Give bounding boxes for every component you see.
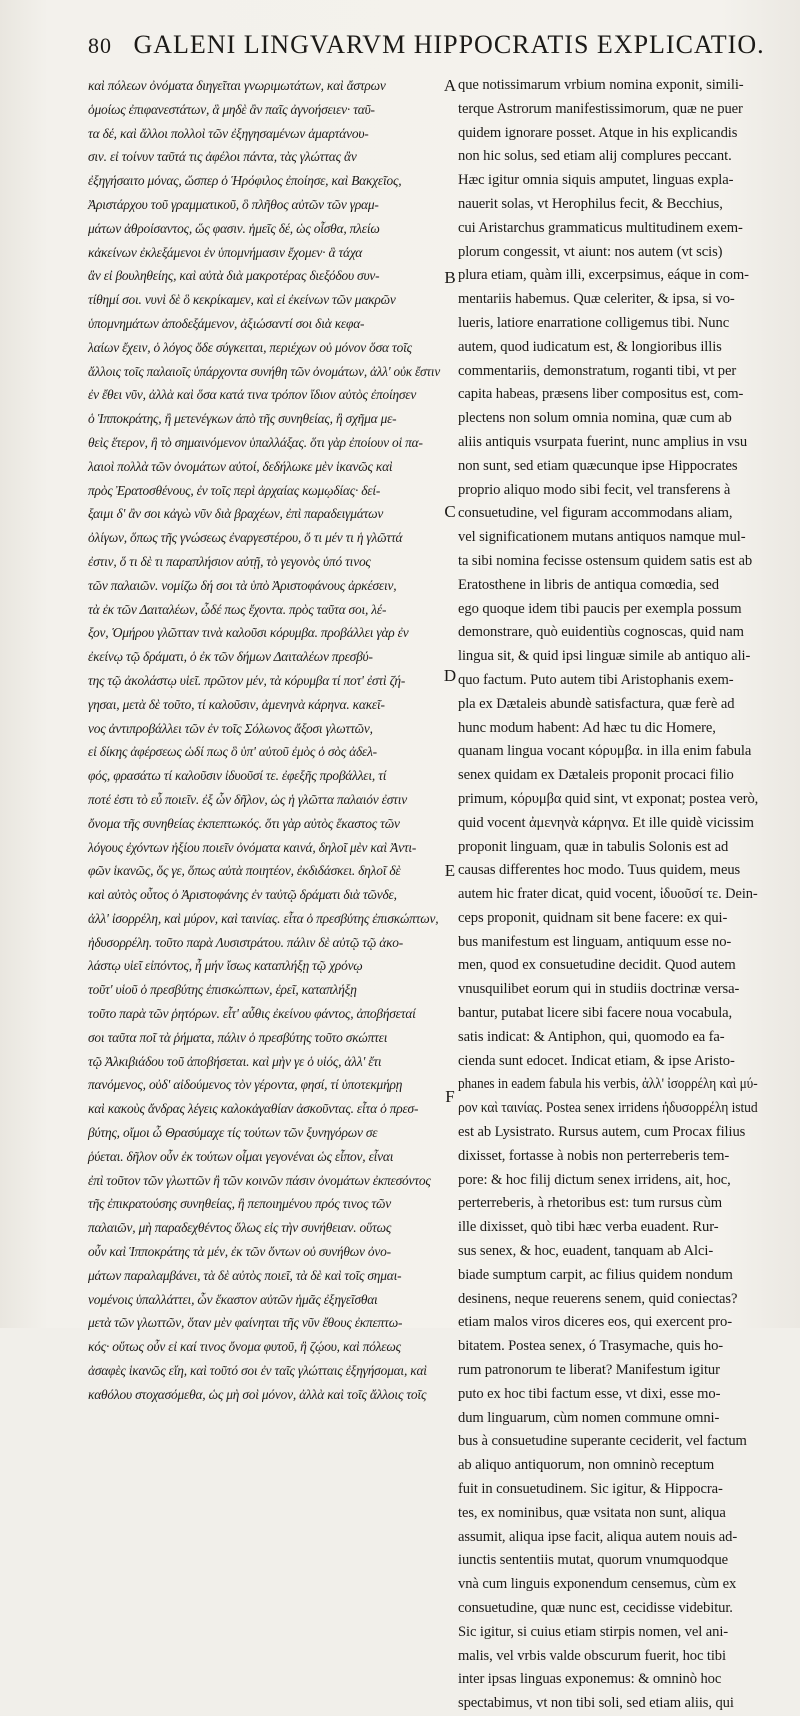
greek-text-line: ἀλλ' ἰσορρέλη, καὶ μύρον, καὶ ταινίας. εἶτα ὁ πρεσβύτης ἐπισκώπτων, <box>88 910 439 926</box>
greek-text-line: νος ἀντιπροβάλλει τῶν ἐν τοῖς Σόλωνος ἄξοσι γλωττῶν, <box>88 720 373 736</box>
greek-text-line: ξον, Ὁμήρου γλῶτταν τινὰ καλοῦσι κόρυμβα. προβάλλει γὰρ ἐν <box>88 625 409 641</box>
latin-text-line: Sic igitur, si cuius etiam stirpis nomen, vel ani- <box>458 1623 729 1640</box>
margin-letter-a: A <box>443 76 457 95</box>
greek-text-line: ξαιμι δ' ἂν σοι κἀγὼ νῦν διὰ βραχέων, ἐπὶ παραδειγμάτων <box>88 506 384 522</box>
greek-text-line: οὖν καὶ Ἱπποκράτης τὰ μέν, ἐκ τῶν ὄντων οὐ συνήθων ὀνο- <box>88 1244 391 1260</box>
greek-text-line: σιν. εἰ τοίνυν ταῦτά τις ἀφέλοι πάντα, τὰς γλώττας ἂν <box>88 149 357 165</box>
greek-text-line: καὶ κακοὺς ἄνδρας λέγεις καλοκἀγαθίαν ἀσκοῦντας. εἶτα ὁ πρεσ- <box>88 1101 419 1117</box>
greek-text-line: πανόμενος, οὐδ' αἰδούμενος τὸν γέροντα, φησί, τί ὑποτεκμήρῃ <box>88 1077 403 1093</box>
greek-text-line: της τῷ ἀκολάστῳ υἱεῖ. πρῶτον μέν, τὰ κόρυμβα τί ποτ' ἐστὶ ζή- <box>88 672 406 688</box>
greek-text-line: ἄλλοις τοῖς παλαιοῖς ὑπάρχοντα συνήθη τῶν ὀνομάτων, ἀλλ' οὐκ ἔστιν <box>88 363 441 379</box>
margin-letter-f: F <box>445 1087 455 1106</box>
latin-text-line: ta sibi nomina fecisse ostensum quidem satis est ab <box>458 552 753 569</box>
latin-text-line: cui Aristarchus grammaticus multitudinem exem- <box>458 219 743 236</box>
latin-text-line: demonstrare, quò euidentiùs cognoscas, quid nam <box>458 624 744 641</box>
latin-text-line: ego quoque idem tibi paucis per exempla possum <box>458 600 742 617</box>
latin-text-line: ille dixisset, quò tibi hæc verba euadent. Rur- <box>458 1219 719 1236</box>
latin-text-line: que notissimarum vrbium nomina exponit, simili- <box>458 77 744 93</box>
latin-text-line: Hæc igitur omnia siquis amputet, linguas expla- <box>458 172 734 189</box>
greek-text-line: φῶν ἱκανῶς, ὅς γε, ὅπως αὐτὰ ποιητέον, ἐκδιδάσκει. δηλοῖ δὲ <box>88 863 401 879</box>
latin-text-line: bus à consuetudine superante ceciderit, vel factum <box>458 1433 747 1450</box>
greek-text-line: σοι ταῦτα ποῖ τὰ ῥήματα, πάλιν ὁ πρεσβύτης τοῦτο σκώπτει <box>88 1029 388 1045</box>
latin-text-line: senex quidam ex Dætaleis proponit procaci filio <box>458 767 734 784</box>
latin-text-line: ab aliquo antiquorum, non omninò receptum <box>458 1457 715 1474</box>
latin-text-line: consuetudine, quæ nunc est, cecidisse videbitur. <box>458 1600 733 1616</box>
latin-text-line: bitatem. Postea senex, ó Trasymache, quis ho- <box>458 1338 724 1355</box>
margin-letter-c: C <box>444 502 456 521</box>
latin-text-line: bantur, putabat licere sibi facere noua vocabula, <box>458 1005 733 1022</box>
latin-text-line: autem hic frater dicat, quid vocent, ἰδυοῦσί τε. Dein- <box>458 886 758 903</box>
greek-text-line: μάτων παραλαμβάνει, τὰ δὲ αὐτὸς ποιεῖ, τὰ δὲ καὶ τοῖς σημαι- <box>88 1267 402 1283</box>
latin-text-line: vnusquilibet eorum qui in studiis doctrinæ versa- <box>458 981 740 998</box>
latin-text-line: est ab Lysistrato. Rursus autem, cum Procax filius <box>458 1124 746 1141</box>
latin-text-line: vel significationem mutans antiquos namque mul- <box>458 529 746 546</box>
latin-text-line: Eratosthene in libris de antiqua comœdia, sed <box>458 576 719 593</box>
greek-text-line: ὁμοίως ἐπιφανεστάτων, ἃ μηδὲ ἂν παῖς ἀγνοήσειεν· ταῦ- <box>88 101 375 117</box>
latin-text-line: lingua sit, & quid ipsi linguæ simile ab antiquo ali- <box>458 648 751 665</box>
latin-text-line: assumit, aliqua ipse facit, aliqua autem nouis ad- <box>458 1528 738 1545</box>
latin-text-line: non hic solus, sed etiam alij complures peccant. <box>458 148 732 165</box>
latin-text-line: autem, quod iudicatum est, & longioribus illis <box>458 338 722 355</box>
greek-text-line: κός· οὕτως οὖν εἰ καί τινος ὄνομα φυτοῦ, ἢ ζῴου, καὶ πόλεως <box>88 1339 401 1355</box>
latin-text-line: fuit in consuetudinem. Sic igitur, & Hippocra- <box>458 1481 723 1498</box>
page-title: GALENI LINGVARVM HIPPOCRATIS EXPLICATIO. <box>133 30 765 59</box>
margin-letter-d: D <box>443 666 457 685</box>
greek-text-line: ἂν εἰ βουληθείης, καὶ αὐτὰ διὰ μακροτέρας διεξόδου συν- <box>88 268 380 284</box>
greek-text-line: ἐπὶ τοῦτον τῶν γλωττῶν ἢ τῶν κοινῶν πάσιν ὀνομάτων ἐκπεσόντος <box>88 1172 431 1188</box>
greek-text-line: τίθημί σοι. νυνὶ δὲ ὃ κεκρίκαμεν, καὶ εἰ ἐκείνων τῶν μακρῶν <box>88 292 396 308</box>
latin-text-line: quanam lingua vocant κόρυμβα. in illa enim fabula <box>458 743 752 760</box>
greek-text-line: μετὰ τῶν γλωττῶν, ὅταν μὲν φαίνηται τῆς νῦν ἔθους ἐκπεπτω- <box>88 1315 403 1331</box>
latin-text-line: primum, κόρυμβα quid sint, vt exponat; postea verò, <box>458 790 759 807</box>
latin-text-line: proponit linguam, quæ in tabulis Solonis est ad <box>458 838 729 855</box>
latin-text-line: quidem ignorare posset. Atque in his explicandis <box>458 124 738 141</box>
greek-text-line: καὶ πόλεων ὀνόματα διηγεῖται γνωριμωτάτων, καὶ ἄστρων <box>88 78 386 93</box>
greek-column <box>88 74 441 1402</box>
page-number: 80 <box>88 33 112 58</box>
greek-text-line: ὀλίγων, ὅπως τῆς γνώσεως ἐναργεστέρου, ὅ τι μέν τι ἡ γλῶττά <box>88 530 403 546</box>
greek-text-line: γησαι, μετὰ δὲ τοῦτο, τί καλοῦσιν, ἀμενηνὰ κάρηνα. κακεῖ- <box>88 696 385 712</box>
greek-text-line: ποτέ ἐστι τὸ εὖ ποιεῖν. ἐξ ὧν δῆλον, ὡς ἡ γλῶττα παλαιόν ἐστιν <box>88 791 407 807</box>
latin-text-line: aliis antiquis vsurpata fuerint, nunc amplius in vsu <box>458 433 748 450</box>
greek-text-line: ῥύεται. δῆλον οὖν ἐκ τούτων οἶμαι γεγονέναι ὡς εἶπον, εἶναι <box>88 1148 394 1164</box>
greek-text-line: παλαιῶν, μὴ παραδεχθέντος ὅλως εἰς τὴν συνήθειαν. οὕτως <box>88 1220 392 1236</box>
greek-text-line: ἐν ἔθει νῦν, ἀλλὰ καὶ ὅσα κατά τινα τρόπον ἴδιον αὐτὸς ἐποίησεν <box>88 387 417 403</box>
greek-text-line: ἀσαφὲς ἱκανῶς εἴη, καὶ τοῦτό σοι ἐν ταῖς γλώτταις ἐξηγήσομαι, καὶ <box>88 1363 427 1379</box>
latin-text-line: quid vocent ἀμενηνὰ κάρηνα. Et ille quidè vicissim <box>458 814 754 831</box>
greek-text-line: ἐστιν, ὅ τι δὲ τι παραπλήσιον αὐτῇ, τὸ γεγονὸς ὑπό τινος <box>88 553 371 569</box>
latin-text-line: vnà cum linguis exponendum censemus, cùm ex <box>458 1576 737 1593</box>
greek-text-line: ὑπομνημάτων ἀποδεξάμενον, ἀξιώσαντί σοι διὰ κεφα- <box>88 315 365 331</box>
greek-text-line: ἐκείνῳ τῷ δράματι, ὁ ἐκ τῶν δήμων Δαιταλέων πρεσβύ- <box>88 649 373 665</box>
latin-text-line: proprio aliquo modo sibi fecit, vel transferens à <box>458 481 731 498</box>
latin-text-line: iunctis sententiis mutat, quorum vnumquodque <box>458 1552 729 1569</box>
latin-text-line: terque Astrorum manifestissimorum, quæ ne puer <box>458 100 743 117</box>
greek-text-line: ἐξηγήσαιτο μόνας, ὥσπερ ὁ Ἡρόφιλος ἐποίησε, καὶ Βακχεῖος, <box>88 173 402 189</box>
greek-text-line: λαιοὶ πολλὰ τῶν ὀνομάτων αὐτοί, δεδήλωκε μὲν ἱκανῶς καὶ <box>88 458 393 474</box>
margin-letter-b: B <box>444 268 456 287</box>
latin-text-line: inter ipsas linguas exponemus: & omninò hoc <box>458 1671 722 1688</box>
greek-text-line: ἠδυσορρέλη. τοῦτο παρὰ Λυσιστράτου. πάλιν δὲ αὐτῷ τῷ ἀκο- <box>88 934 404 950</box>
greek-text-line: καὶ αὐτὸς οὗτος ὁ Ἀριστοφάνης ἐν ταὐτῷ δράματι διὰ τῶνδε, <box>88 887 397 903</box>
latin-text-line: spectabimus, vt non tibi soli, sed etiam aliis, qui <box>458 1695 734 1712</box>
latin-text-line: dum linguarum, cùm nomen commune omni- <box>458 1409 720 1426</box>
greek-text-line: Ἀριστάρχου τοῦ γραμματικοῦ, ὃ πλῆθος αὐτῶν τῶν γραμ- <box>88 196 379 212</box>
greek-text-line: πρὸς Ἐρατοσθένους, ἐν τοῖς περὶ ἀρχαίας κωμῳδίας· δεί- <box>88 482 381 498</box>
margin-letter-e: E <box>444 861 456 880</box>
latin-text-line: rum patronorum te liberat? Manifestum igitur <box>458 1362 720 1379</box>
latin-text-line: perterreberis, à rhetoribus est: tum rursus cùm <box>458 1195 722 1212</box>
latin-text-line: consuetudine, vel figuram accommodans aliam, <box>458 505 733 522</box>
greek-text-line: τοῦτο παρὰ τῶν ῥητόρων. εἶτ' αὖθις ἐκείνου φάντος, ἀποβήσεταί <box>88 1006 416 1022</box>
latin-column <box>458 74 759 1712</box>
latin-text-line: nauerit solas, vt Herophilus fecit, & Becchius, <box>458 195 723 212</box>
latin-text-line: men, quod ex consuetudine decidit. Quod autem <box>458 957 736 974</box>
latin-text-line: cienda sunt edocet. Indicat etiam, & ipse Aristo- <box>458 1052 735 1069</box>
latin-text-line: puto ex hoc tibi factum esse, vt dixi, esse mo- <box>458 1385 721 1402</box>
latin-text-line: mentariis habemus. Quæ celeriter, & ipsa, si vo- <box>458 291 735 308</box>
greek-text-line: λόγους ἐχόντων ἠξίου ποιεῖν ὀνόματα καινά, δηλοῖ μὲν καὶ Ἀντι- <box>88 839 417 855</box>
latin-text-line: bus manifestum est linguam, antiquum esse no- <box>458 933 732 950</box>
greek-text-line: τῷ Ἀλκιβιάδου τοῦ ἀποβήσεται. καὶ μὴν γε ὁ υἱός, ἀλλ' ἔτι <box>88 1053 382 1069</box>
greek-text-line: τα δέ, καὶ ἄλλοι πολλοὶ τῶν ἐξηγησαμένων ἁμαρτάνου- <box>88 125 369 141</box>
latin-text-line: tes, ex nominibus, quæ vsitata non sunt, aliqua <box>458 1504 726 1521</box>
greek-text-line: τῶν παλαιῶν. νομίζω δή σοι τὰ ὑπὸ Ἀριστοφάνους ἀρκέσειν, <box>88 577 397 593</box>
greek-text-line: λαίων ἔχειν, ὁ λόγος ὅδε σύγκειται, περιέχων οὐ μόνον ὅσα τοῖς <box>88 339 412 355</box>
greek-text-line: μάτων ἀθροίσαντος, ὥς φασιν. ἡμεῖς δέ, ὡς οἶσθα, πλείω <box>88 220 380 236</box>
greek-text-line: θεὶς ἕτερον, ἢ τὸ σημαινόμενον ὑπαλλάξας. ὅτι γὰρ ἐποίουν οἱ πα- <box>88 434 423 450</box>
running-head <box>88 30 765 70</box>
greek-text-line: κἀκείνων ἐκλεξάμενοι ἐν ὑπομνήμασιν ἔχομεν· ἃ τάχα <box>88 244 363 260</box>
latin-text-line: capita habeas, præsens liber compositus est, com- <box>458 386 744 403</box>
latin-text-line: ceps proponit, quidnam sit bene facere: ex qui- <box>458 909 728 926</box>
greek-text-line: φός, φρασάτω τί καλοῦσιν ἰδυοῦσί τε. ἐφεξῆς προβάλλει, τί <box>88 768 387 784</box>
latin-text-line: malis, vel vrbis valde obscurum fuerit, hoc tibi <box>458 1647 726 1664</box>
latin-text-line: quo factum. Puto autem tibi Aristophanis exem- <box>458 671 734 688</box>
latin-text-line: ρον καὶ ταινίας. Postea senex irridens ἠδυσορρέλη istud <box>458 1100 758 1117</box>
latin-text-line: hunc modum habent: Ad hæc tu dic Homere, <box>458 719 716 736</box>
latin-text-line: etiam malos viros diceres eos, qui exercent pro- <box>458 1314 733 1331</box>
latin-text-line: desinens, neque reuerens senem, quid coniectas? <box>458 1290 738 1307</box>
latin-text-line: plectens non solum omnia nomina, quæ cum ab <box>458 410 732 427</box>
latin-text-line: plorum congessit, vt aiunt: nos autem (vt scis) <box>458 243 723 260</box>
latin-text-line: biade sumptum carpit, ac filius quidem nondum <box>458 1266 733 1283</box>
greek-text-line: νομένοις ὑπαλλάττει, ὧν ἕκαστον αὐτῶν ἡμᾶς ἐξηγεῖσθαι <box>88 1291 378 1307</box>
latin-text-line: pla ex Dætaleis abundè satisfactura, quæ ferè ad <box>458 695 735 712</box>
greek-text-line: βύτης, οἴμοι ὦ Θρασύμαχε τίς τούτων τῶν ξυνηγόρων σε <box>88 1125 378 1141</box>
latin-text-line: dixisset, fortasse à nobis non perterreberis tem- <box>458 1147 730 1164</box>
latin-text-line: satis indicat: & Antiphon, qui, quomodo ea fa- <box>458 1028 725 1045</box>
latin-text-line: non sunt, sed etiam quæcunque ipse Hippocrates <box>458 457 738 474</box>
latin-text-line: plura etiam, quàm illi, excerpsimus, eáque in com- <box>458 267 749 284</box>
greek-text-line: ὁ Ἱπποκράτης, ἢ μετενέγκων ἀπὸ τῆς συνηθείας, ἢ σχῆμα με- <box>88 411 397 427</box>
greek-text-line: εἰ δίκης ἀφέρσεως ὡδί πως ὃ ὑπ' αὐτοῦ ἐμὸς ὁ σὸς ἀδελ- <box>88 744 377 760</box>
greek-text-line: τοῦτ' υἱοῦ ὁ πρεσβύτης ἐπισκώπτων, ἐρεῖ, καταπλήξῃ <box>88 982 357 998</box>
latin-text-line: phanes in eadem fabula his verbis, ἀλλ' ἰσορρέλη καὶ μύ- <box>458 1076 758 1093</box>
latin-text-line: sus senex, & hoc, euadent, tanquam ab Alci- <box>458 1243 714 1260</box>
latin-text-line: causas differentes hoc modo. Tuus quidem, meus <box>458 862 741 879</box>
latin-text-line: commentariis, demonstratum, roganti tibi, vt per <box>458 362 737 379</box>
greek-text-line: καθόλου στοχασόμεθα, ὡς μὴ σοὶ μόνον, ἀλλὰ καὶ τοῖς ἄλλοις τοῖς <box>88 1386 427 1402</box>
greek-text-line: ὄνομα τῆς συνηθείας ἐκπεπτωκός. ὅτι γὰρ αὐτὸς ἕκαστος τῶν <box>88 815 400 831</box>
latin-text-line: lueris, latiore enarratione colligemus tibi. Nunc <box>458 314 730 331</box>
greek-text-line: λάστῳ υἱεῖ εἰπόντος, ἦ μήν ἴσως καταπλήξῃ τῷ χρόνῳ <box>88 958 363 974</box>
greek-text-line: τὰ ἐκ τῶν Δαιταλέων, ὧδέ πως ἔχοντα. πρὸς ταῦτα σοι, λέ- <box>88 601 387 617</box>
greek-text-line: τῆς ἐπικρατούσης συνηθείας, ἢ πεποιημένου πρός τινος τῶν <box>88 1196 391 1212</box>
latin-text-line: pore: & hoc filij dictum senex irridens, ait, hoc, <box>458 1171 731 1188</box>
